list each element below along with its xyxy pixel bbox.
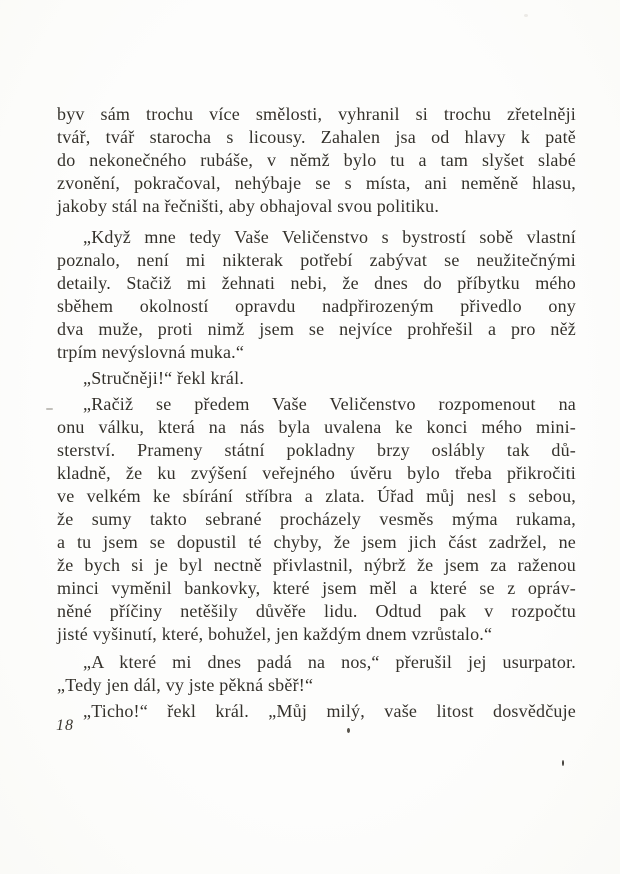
text-line: jakoby stál na řečništi, aby obhajoval svou politiku. [57,196,440,216]
paragraph [57,103,576,218]
text-line: sběhem okolností opravdu nadpřirozeným přivedlo ony [57,296,576,316]
text-line: „Tedy jen dál, vy jste pěkná sběř!“ [57,675,314,695]
page-number: 18 [56,717,74,734]
text-line: poznalo, není mi nikterak potřebí zabývat se neužitečnými [57,250,576,270]
text-line: zvonění, pokračoval, nehýbaje se s místa, ani neměně hlasu, [57,173,576,193]
text-line: kladně, že ku zvýšení veřejného úvěru bylo třeba přikročiti [57,463,576,483]
text-line: „A které mi dnes padá na nos,“ přerušil jej usurpator. [83,652,576,672]
text-line: ve velkém ke sbírání stříbra a zlata. Úřad můj nesl s sebou, [57,486,576,506]
text-line: do nekonečného rubáše, v němž bylo tu a tam slyšet slabé [57,150,576,170]
paragraph [57,226,576,364]
text-line: byv sám trochu více smělosti, vyhranil si trochu zřetelněji [57,104,576,124]
scan-speck [562,760,564,766]
scan-speck [46,408,53,410]
text-line: jisté vyšinutí, které, bohužel, jen každým dnem vzrůstalo.“ [57,624,493,644]
text-line: detaily. Stačiž mi žehnati nebi, že dnes do příbytku mého [57,273,576,293]
text-line: minci vyměnil bankovky, které jsem měl a které se z opráv- [57,578,576,598]
text-line: že sumy takto sebrané procházely vesměs mýma rukama, [57,509,576,529]
text-line: něné příčiny netěšily důvěře lidu. Odtud pak v rozpočtu [57,601,576,621]
text-line: trpím nevýslovná muka.“ [57,342,245,362]
text-line: dva muže, proti nimž jsem se nejvíce prohřešil a pro něž [57,319,576,339]
text-line: sterství. Prameny státní pokladny brzy oslábly tak dů- [57,440,576,460]
paragraph [57,651,576,697]
text-line: že bych si je byl nectně přivlastnil, nýbrž že jsem za raženou [57,555,576,575]
scan-speck [524,14,528,17]
text-line: „Račiž se předem Vaše Veličenstvo rozpomenout na [83,394,576,414]
text-line: onu válku, která na nás byla uvalena ke konci mého mini- [57,417,576,437]
text-line: „Když mne tedy Vaše Veličenstvo s bystrostí sobě vlastní [83,227,576,247]
text-line: tvář, tvář starocha s licousy. Zahalen jsa od hlavy k patě [57,127,576,147]
text-line: a tu jsem se dopustil té chyby, že jsem jich část zadržel, ne [57,532,576,552]
text-line: „Ticho!“ řekl král. „Můj milý, vaše litost dosvědčuje [83,701,576,721]
paragraph [57,367,576,390]
scan-speck [347,728,350,733]
paragraph [57,393,576,646]
paragraph [57,700,576,723]
text-line: „Stručněji!“ řekl král. [83,368,245,388]
text-block [57,103,576,726]
